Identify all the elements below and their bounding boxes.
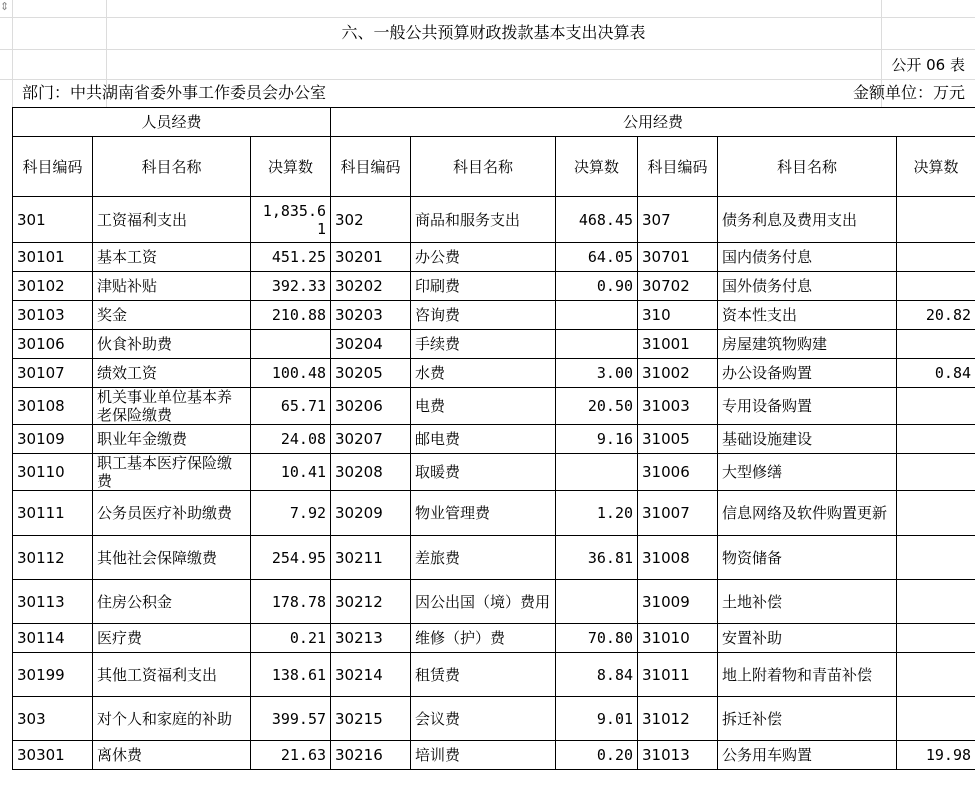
- cell-amount[interactable]: [897, 580, 975, 624]
- header-name[interactable]: 科目名称: [718, 137, 897, 197]
- cell-name[interactable]: 基本工资: [93, 243, 251, 272]
- cell-name[interactable]: 公务用车购置: [718, 741, 897, 770]
- cell-amount[interactable]: 100.48: [251, 359, 331, 388]
- cell-name[interactable]: 办公设备购置: [718, 359, 897, 388]
- cell-amount[interactable]: [556, 454, 638, 491]
- table-row: [13, 301, 975, 330]
- cell-name[interactable]: 维修（护）费: [411, 624, 556, 653]
- cell-code[interactable]: 31006: [638, 454, 718, 491]
- cell-name[interactable]: 房屋建筑物购建: [718, 330, 897, 359]
- table-row: [13, 425, 975, 454]
- cell-name[interactable]: 专用设备购置: [718, 388, 897, 425]
- table-row: [13, 741, 975, 770]
- cell-code[interactable]: 30101: [13, 243, 93, 272]
- cell-name[interactable]: 信息网络及软件购置更新: [718, 491, 897, 536]
- cell-name[interactable]: 医疗费: [93, 624, 251, 653]
- cell-code[interactable]: 30102: [13, 272, 93, 301]
- cell-name[interactable]: 国内债务付息: [718, 243, 897, 272]
- cell-name[interactable]: 拆迁补偿: [718, 697, 897, 741]
- cell-amount[interactable]: [556, 580, 638, 624]
- table-row: [13, 197, 975, 243]
- cell-code[interactable]: 30213: [331, 624, 411, 653]
- cell-amount[interactable]: 451.25: [251, 243, 331, 272]
- cell-code[interactable]: 307: [638, 197, 718, 243]
- cell-name[interactable]: 租赁费: [411, 653, 556, 697]
- cell-name[interactable]: 国外债务付息: [718, 272, 897, 301]
- page-title: 六、一般公共预算财政拨款基本支出决算表: [341, 23, 646, 42]
- cell-name[interactable]: 地上附着物和青苗补偿: [718, 653, 897, 697]
- cell-amount[interactable]: 9.16: [556, 425, 638, 454]
- cell-amount[interactable]: [897, 697, 975, 741]
- cell-name[interactable]: 资本性支出: [718, 301, 897, 330]
- cell-name[interactable]: 电费: [411, 388, 556, 425]
- cell-name[interactable]: 其他社会保障缴费: [93, 536, 251, 580]
- cell-amount[interactable]: [556, 330, 638, 359]
- cell-amount[interactable]: 0.20: [556, 741, 638, 770]
- cell-code[interactable]: 30111: [13, 491, 93, 536]
- cell-amount[interactable]: 24.08: [251, 425, 331, 454]
- cell-amount[interactable]: [897, 653, 975, 697]
- cell-name[interactable]: 工资福利支出: [93, 197, 251, 243]
- cell-name[interactable]: 邮电费: [411, 425, 556, 454]
- cell-amount[interactable]: [897, 243, 975, 272]
- cell-code[interactable]: 30212: [331, 580, 411, 624]
- cell-amount[interactable]: 392.33: [251, 272, 331, 301]
- cell-amount[interactable]: 254.95: [251, 536, 331, 580]
- cell-code[interactable]: 30215: [331, 697, 411, 741]
- form-number: 公开 06 表: [891, 56, 965, 74]
- cell-code[interactable]: 30701: [638, 243, 718, 272]
- cell-name[interactable]: 印刷费: [411, 272, 556, 301]
- cell-code[interactable]: 30109: [13, 425, 93, 454]
- cell-name[interactable]: 职工基本医疗保险缴费: [93, 454, 251, 491]
- cell-code[interactable]: 30206: [331, 388, 411, 425]
- table-row: [13, 359, 975, 388]
- cell-code[interactable]: 30114: [13, 624, 93, 653]
- cell-amount[interactable]: 10.41: [251, 454, 331, 491]
- cell-code[interactable]: 30110: [13, 454, 93, 491]
- cell-code[interactable]: 30207: [331, 425, 411, 454]
- cell-name[interactable]: 土地补偿: [718, 580, 897, 624]
- cell-amount[interactable]: [897, 536, 975, 580]
- cell-amount[interactable]: [556, 301, 638, 330]
- select-all-corner-icon[interactable]: ⇕: [0, 0, 10, 13]
- cell-amount[interactable]: 0.21: [251, 624, 331, 653]
- cell-amount[interactable]: [897, 491, 975, 536]
- header-name[interactable]: 科目名称: [93, 137, 251, 197]
- cell-name[interactable]: 伙食补助费: [93, 330, 251, 359]
- cell-amount[interactable]: 399.57: [251, 697, 331, 741]
- cell-amount[interactable]: 0.84: [897, 359, 975, 388]
- cell-name[interactable]: 物资储备: [718, 536, 897, 580]
- expenditure-table: [12, 107, 975, 770]
- cell-code[interactable]: 30106: [13, 330, 93, 359]
- cell-amount[interactable]: 21.63: [251, 741, 331, 770]
- header-amount[interactable]: 决算数: [556, 137, 638, 197]
- table-row: [13, 454, 975, 491]
- cell-amount[interactable]: 36.81: [556, 536, 638, 580]
- cell-name[interactable]: 职业年金缴费: [93, 425, 251, 454]
- table-row: [13, 624, 975, 653]
- cell-code[interactable]: 30113: [13, 580, 93, 624]
- cell-code[interactable]: 31010: [638, 624, 718, 653]
- cell-amount[interactable]: [897, 425, 975, 454]
- cell-amount[interactable]: [897, 388, 975, 425]
- cell-code[interactable]: 30199: [13, 653, 93, 697]
- cell-amount[interactable]: 178.78: [251, 580, 331, 624]
- cell-amount[interactable]: 64.05: [556, 243, 638, 272]
- header-personnel-expenses[interactable]: 人员经费: [13, 108, 331, 137]
- cell-name[interactable]: 物业管理费: [411, 491, 556, 536]
- header-name[interactable]: 科目名称: [411, 137, 556, 197]
- cell-amount[interactable]: 65.71: [251, 388, 331, 425]
- cell-code[interactable]: 30208: [331, 454, 411, 491]
- cell-amount[interactable]: [251, 330, 331, 359]
- cell-code[interactable]: 30301: [13, 741, 93, 770]
- cell-code[interactable]: 303: [13, 697, 93, 741]
- cell-code[interactable]: 30103: [13, 301, 93, 330]
- cell-code[interactable]: 30216: [331, 741, 411, 770]
- cell-code[interactable]: 31001: [638, 330, 718, 359]
- cell-name[interactable]: 水费: [411, 359, 556, 388]
- cell-name[interactable]: 津贴补贴: [93, 272, 251, 301]
- cell-code[interactable]: 30202: [331, 272, 411, 301]
- cell-name[interactable]: 奖金: [93, 301, 251, 330]
- department-label: 部门：中共湖南省委外事工作委员会办公室: [22, 83, 327, 102]
- cell-code[interactable]: 30204: [331, 330, 411, 359]
- cell-amount[interactable]: 7.92: [251, 491, 331, 536]
- cell-code[interactable]: 30205: [331, 359, 411, 388]
- cell-code[interactable]: 30112: [13, 536, 93, 580]
- cell-amount[interactable]: 0.90: [556, 272, 638, 301]
- cell-name[interactable]: 取暖费: [411, 454, 556, 491]
- cell-code[interactable]: 301: [13, 197, 93, 243]
- header-amount[interactable]: 决算数: [897, 137, 975, 197]
- cell-code[interactable]: 30108: [13, 388, 93, 425]
- cell-code[interactable]: 31003: [638, 388, 718, 425]
- cell-code[interactable]: 31011: [638, 653, 718, 697]
- table-row: [13, 580, 975, 624]
- cell-name[interactable]: 咨询费: [411, 301, 556, 330]
- cell-amount[interactable]: 1.20: [556, 491, 638, 536]
- cell-amount[interactable]: [897, 454, 975, 491]
- cell-amount[interactable]: [897, 197, 975, 243]
- cell-name[interactable]: 培训费: [411, 741, 556, 770]
- cell-code[interactable]: 31007: [638, 491, 718, 536]
- cell-code[interactable]: 31012: [638, 697, 718, 741]
- cell-name[interactable]: 债务利息及费用支出: [718, 197, 897, 243]
- cell-name[interactable]: 基础设施建设: [718, 425, 897, 454]
- cell-name[interactable]: 住房公积金: [93, 580, 251, 624]
- cell-code[interactable]: 31002: [638, 359, 718, 388]
- cell-amount[interactable]: 19.98: [897, 741, 975, 770]
- cell-amount[interactable]: 138.61: [251, 653, 331, 697]
- cell-amount[interactable]: 9.01: [556, 697, 638, 741]
- cell-amount[interactable]: 468.45: [556, 197, 638, 243]
- cell-name[interactable]: 办公费: [411, 243, 556, 272]
- cell-amount[interactable]: 70.80: [556, 624, 638, 653]
- cell-name[interactable]: 差旅费: [411, 536, 556, 580]
- cell-name[interactable]: 其他工资福利支出: [93, 653, 251, 697]
- cell-code[interactable]: 30211: [331, 536, 411, 580]
- cell-name[interactable]: 安置补助: [718, 624, 897, 653]
- table-row: [13, 536, 975, 580]
- table-row: [13, 388, 975, 425]
- cell-code[interactable]: 30702: [638, 272, 718, 301]
- cell-amount[interactable]: [897, 330, 975, 359]
- cell-amount[interactable]: [897, 624, 975, 653]
- unit-label: 金额单位：万元: [852, 83, 965, 102]
- cell-name[interactable]: 手续费: [411, 330, 556, 359]
- cell-code[interactable]: 31008: [638, 536, 718, 580]
- header-amount[interactable]: 决算数: [251, 137, 331, 197]
- cell-code[interactable]: 30107: [13, 359, 93, 388]
- cell-code[interactable]: 31013: [638, 741, 718, 770]
- cell-amount[interactable]: 210.88: [251, 301, 331, 330]
- table-row: [13, 491, 975, 536]
- cell-code[interactable]: 310: [638, 301, 718, 330]
- cell-amount[interactable]: 8.84: [556, 653, 638, 697]
- cell-code[interactable]: 31009: [638, 580, 718, 624]
- cell-name[interactable]: 公务员医疗补助缴费: [93, 491, 251, 536]
- cell-name[interactable]: 离休费: [93, 741, 251, 770]
- cell-code[interactable]: 30201: [331, 243, 411, 272]
- cell-amount[interactable]: 3.00: [556, 359, 638, 388]
- cell-amount[interactable]: 20.82: [897, 301, 975, 330]
- cell-code[interactable]: 302: [331, 197, 411, 243]
- header-code[interactable]: 科目编码: [13, 137, 93, 197]
- table-row: [13, 653, 975, 697]
- header-code[interactable]: 科目编码: [331, 137, 411, 197]
- cell-name[interactable]: 对个人和家庭的补助: [93, 697, 251, 741]
- cell-name[interactable]: 大型修缮: [718, 454, 897, 491]
- cell-name[interactable]: 绩效工资: [93, 359, 251, 388]
- cell-name[interactable]: 因公出国（境）费用: [411, 580, 556, 624]
- header-code[interactable]: 科目编码: [638, 137, 718, 197]
- table-row: [13, 330, 975, 359]
- cell-amount[interactable]: [897, 272, 975, 301]
- header-public-expenses[interactable]: 公用经费: [331, 108, 975, 137]
- cell-name[interactable]: 商品和服务支出: [411, 197, 556, 243]
- cell-code[interactable]: 30209: [331, 491, 411, 536]
- cell-code[interactable]: 30203: [331, 301, 411, 330]
- cell-amount[interactable]: 1,835.61: [251, 197, 331, 243]
- table-row: [13, 697, 975, 741]
- cell-amount[interactable]: 20.50: [556, 388, 638, 425]
- cell-code[interactable]: 31005: [638, 425, 718, 454]
- table-row: [13, 243, 975, 272]
- cell-name[interactable]: 机关事业单位基本养老保险缴费: [93, 388, 251, 425]
- table-row: [13, 272, 975, 301]
- cell-code[interactable]: 30214: [331, 653, 411, 697]
- cell-name[interactable]: 会议费: [411, 697, 556, 741]
